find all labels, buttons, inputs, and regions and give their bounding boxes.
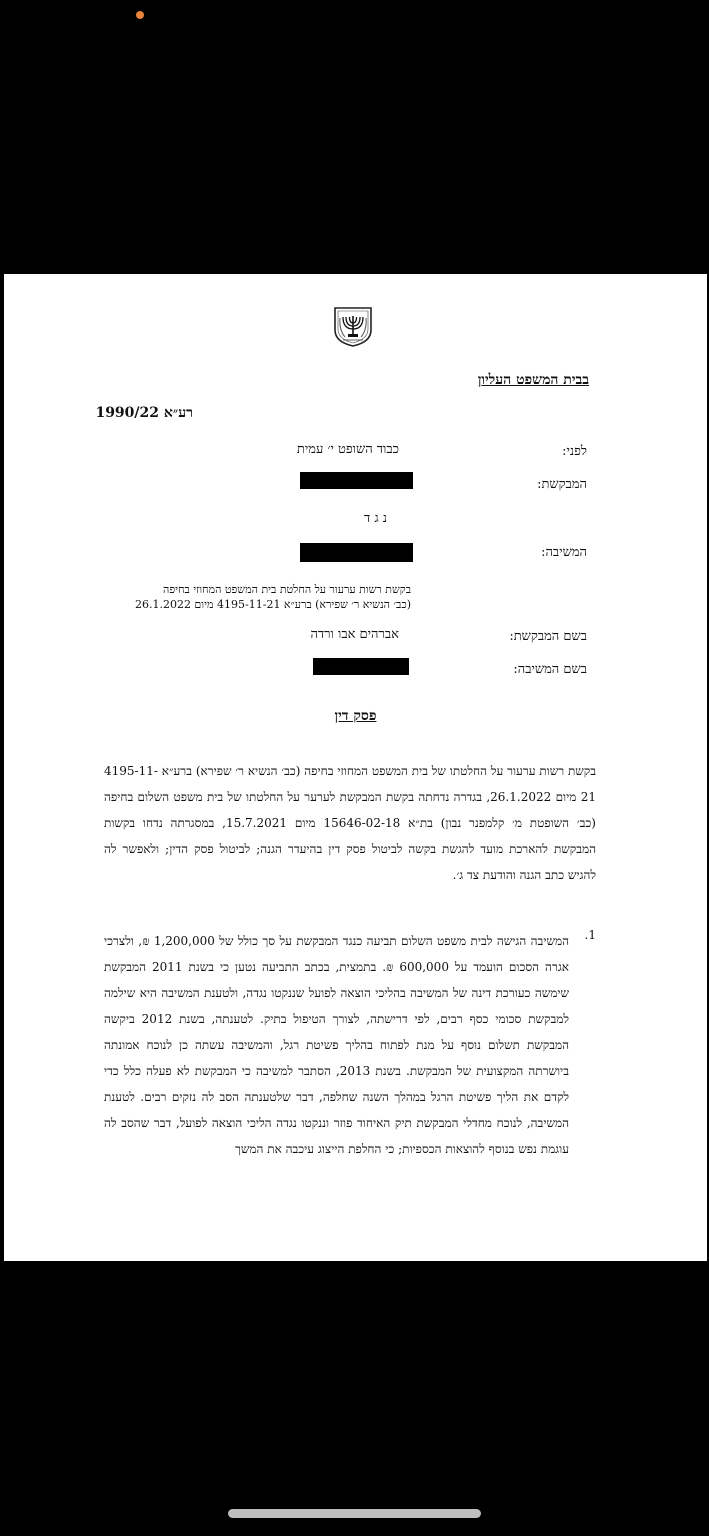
appeal-note — [111, 582, 411, 612]
counsel-respondent-label: בשם המשיבה: — [513, 662, 587, 677]
document-page — [4, 274, 707, 1261]
counsel-applicant-label: בשם המבקשת: — [509, 629, 587, 644]
paragraph-1-text: המשיבה הגישה לבית משפט השלום תביעה כנגד המבקשת על סך כולל של 1,200,000 ₪, ולצרכי אגרה הסכום הועמד על 600,000 ₪. בתמצית, בכתב התביעה נטען כי בשנת 2011 המבקשת שימשה כעורכת דינה של המשיבה בהליכי הוצאה לפועל שננקטו נגדה, ולטענת המשיבה היא שילמה למבקשת סכומי כסף רבים, לפי דרישתה, לצורך הטיפול בתיק. לטענתה, בשנת 2012 ביקשה המבקשת תשלום נוסף על מנת לפתוח בהליך פשיטת רגל, והמשיבה עשתה כן לנוכח אמונתה ביושרתה המקצועית של המבקשת. בשנת 2013, הסתבר למשיבה כי המבקשת לא פעלה כלל כדי לקדם את הליך פשיטת הרגל במהלך השנה שחלפה, דבר שלטענתה הסב לה נזקים רבים. לטענת המשיבה, לנוכח מחדלי המבקשת תיק האיחוד פוזר וננקטו נגדה הליכי הוצאה לפועל, דבר שהסב לה עוגמת נפש בנוסף להוצאות הכספיות; כי החלפת הייצוג עיכבה את המשך — [104, 934, 569, 1156]
redacted-respondent-counsel — [313, 658, 409, 675]
appeal-note-line: (כב׳ הנשיא ר׳ שפירא) ברע״א 4195-11-21 מיום 26.1.2022 — [134, 598, 411, 611]
judgment-title: פסק דין — [334, 708, 377, 724]
state-emblem-icon — [331, 304, 375, 348]
before-label: לפני: — [562, 444, 587, 459]
respondent-label: המשיבה: — [541, 545, 587, 560]
case-number: רע״א 1990/22 — [95, 405, 193, 421]
paragraph-number: 1. — [584, 928, 596, 942]
judge-name: כבוד השופט י׳ עמית — [296, 442, 399, 457]
versus-text: נ ג ד — [363, 511, 387, 526]
court-name: בבית המשפט העליון — [477, 372, 589, 388]
home-indicator[interactable] — [228, 1509, 481, 1518]
redacted-respondent-name — [300, 543, 413, 562]
applicant-label: המבקשת: — [537, 477, 587, 492]
redacted-applicant-name — [300, 472, 413, 489]
status-indicator-dot — [136, 11, 144, 19]
intro-paragraph: בקשת רשות ערעור על החלטתו של בית המשפט המחוזי בחיפה (כב׳ הנשיא ר׳ שפירא) ברע״א 4195-11-21 מיום 26.1.2022, בגדרה נדחתה בקשת המבקשת לערער על החלטתו של בית משפט השלום בחיפה (כב׳ השופטת מ׳ קלמפנר נבון) בת״א 15646-02-18 מיום 15.7.2021, במסגרתה נדחו בקשות המבקשת להארכת מועד להגשת בקשה לביטול פסק דין בהיעדר הגנה; לביטול פסק הדין; ולאפשר לה להגיש כתב הגנה והודעת צד ג׳. — [104, 764, 597, 882]
appeal-note-line: בקשת רשות ערעור על החלטת בית המשפט המחוזי בחיפה — [163, 583, 411, 596]
counsel-applicant-name: אברהים אבו ורדה — [310, 627, 399, 642]
